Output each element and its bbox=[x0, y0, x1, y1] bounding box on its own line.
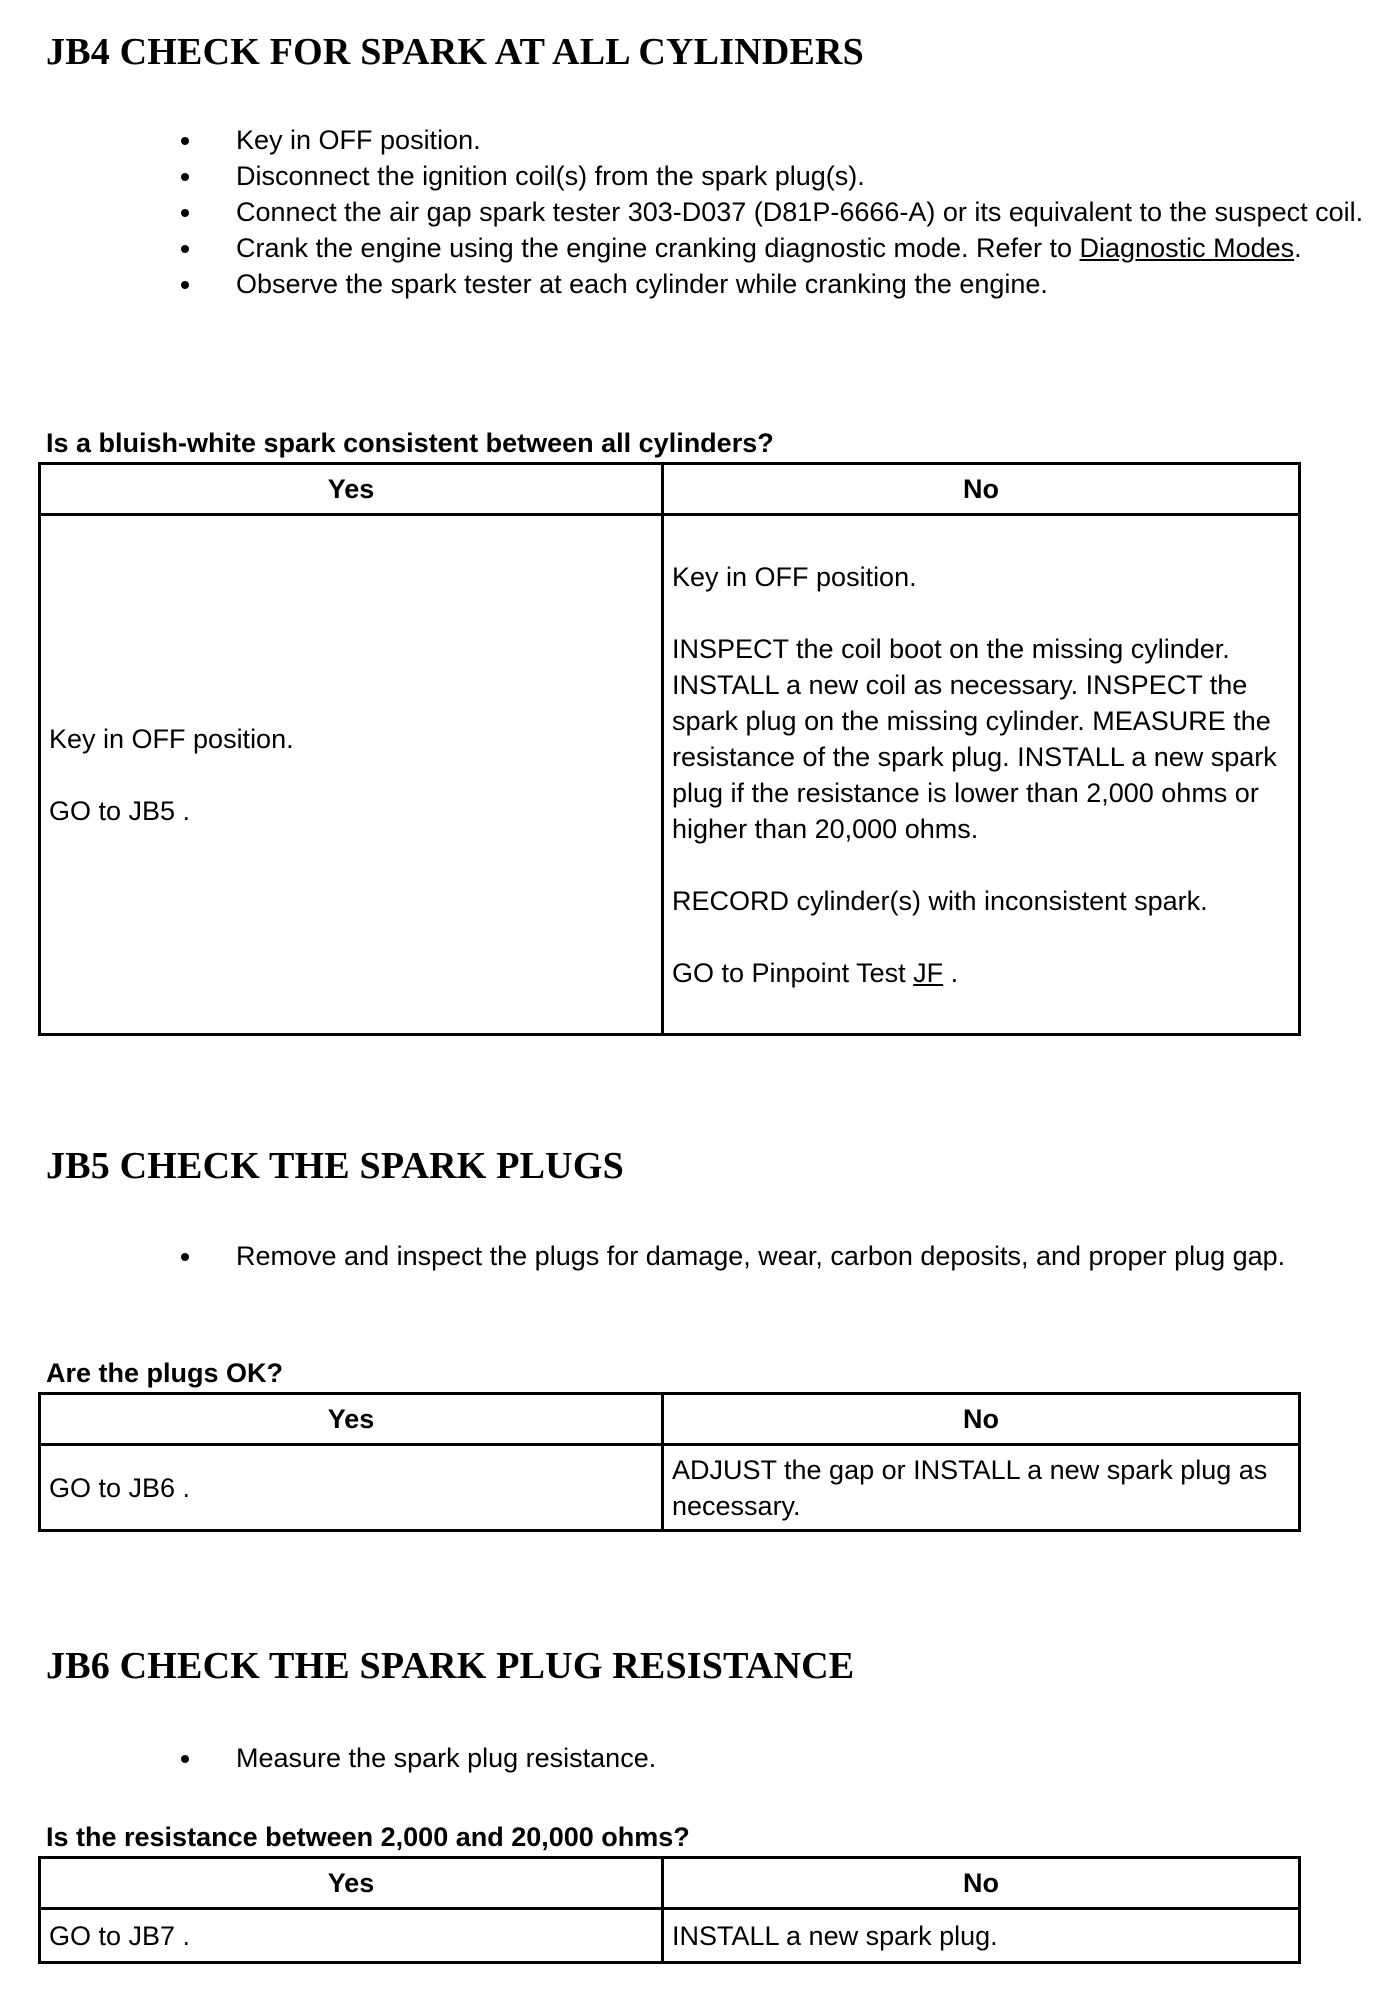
list-item: Observe the spark tester at each cylinder while cranking the engine. bbox=[0, 266, 1384, 302]
no-cell bbox=[663, 1445, 1300, 1531]
no-text bbox=[672, 955, 1290, 991]
no-header: No bbox=[663, 1858, 1300, 1909]
yes-header: Yes bbox=[40, 1858, 663, 1909]
step-list-jb5 bbox=[0, 1238, 1384, 1274]
question-jb6: Is the resistance between 2,000 and 20,000 ohms? bbox=[46, 1822, 690, 1852]
section-title-jb4: JB4 CHECK FOR SPARK AT ALL CYLINDERS bbox=[46, 31, 865, 73]
list-item: Connect the air gap spark tester 303-D037 (D81P-6666-A) or its equivalent to the suspect coil. bbox=[0, 194, 1384, 230]
pinpoint-test-jf-link[interactable]: JF bbox=[913, 957, 944, 988]
yes-text: GO to JB5 . bbox=[49, 795, 191, 826]
section-title-jb6: JB6 CHECK THE SPARK PLUG RESISTANCE bbox=[46, 1645, 855, 1687]
no-text: Key in OFF position. bbox=[672, 561, 917, 592]
yes-no-table-jb5 bbox=[38, 1392, 1301, 1532]
no-text-lead: GO to Pinpoint Test bbox=[672, 957, 914, 988]
no-text: INSPECT the coil boot on the missing cylinder. INSTALL a new coil as necessary. INSPECT the spark plug on the missing cylinder. MEASURE the resistance of the spark plug. INSTALL a new spark plug if the resistance is lower than 2,000 ohms or higher than 20,000 ohms. bbox=[672, 633, 1277, 844]
step-text: Crank the engine using the engine cranking diagnostic mode. Refer to bbox=[236, 233, 1080, 263]
question-jb4: Is a bluish-white spark consistent between all cylinders? bbox=[46, 428, 774, 458]
list-item: Disconnect the ignition coil(s) from the spark plug(s). bbox=[0, 158, 1384, 194]
yes-text: Key in OFF position. bbox=[49, 723, 294, 754]
yes-header: Yes bbox=[40, 1394, 663, 1445]
list-item: Remove and inspect the plugs for damage, wear, carbon deposits, and proper plug gap. bbox=[0, 1238, 1384, 1274]
section-title-jb5: JB5 CHECK THE SPARK PLUGS bbox=[46, 1145, 624, 1187]
yes-no-table-jb6 bbox=[38, 1856, 1301, 1964]
question-jb5: Are the plugs OK? bbox=[46, 1358, 284, 1388]
no-header: No bbox=[663, 464, 1300, 515]
no-text: INSTALL a new spark plug. bbox=[672, 1920, 998, 1951]
list-item bbox=[0, 230, 1384, 266]
no-text: RECORD cylinder(s) with inconsistent spark. bbox=[672, 885, 1208, 916]
no-text: ADJUST the gap or INSTALL a new spark plug as necessary. bbox=[672, 1454, 1268, 1521]
step-list-jb4 bbox=[0, 122, 1384, 302]
diagnostic-modes-link[interactable]: Diagnostic Modes bbox=[1079, 233, 1295, 263]
no-cell bbox=[663, 1909, 1300, 1963]
yes-no-table-jb4 bbox=[38, 462, 1301, 1036]
yes-text: GO to JB7 . bbox=[49, 1920, 191, 1951]
yes-cell bbox=[40, 1909, 663, 1963]
yes-text: GO to JB6 . bbox=[49, 1472, 191, 1503]
list-item: Key in OFF position. bbox=[0, 122, 1384, 158]
yes-cell bbox=[40, 1445, 663, 1531]
no-cell bbox=[663, 515, 1300, 1035]
step-text-end: . bbox=[1294, 233, 1302, 263]
list-item: Measure the spark plug resistance. bbox=[0, 1740, 1384, 1776]
step-list-jb6 bbox=[0, 1740, 1384, 1776]
yes-header: Yes bbox=[40, 464, 663, 515]
yes-cell bbox=[40, 515, 663, 1035]
no-text-end: . bbox=[943, 957, 959, 988]
no-header: No bbox=[663, 1394, 1300, 1445]
